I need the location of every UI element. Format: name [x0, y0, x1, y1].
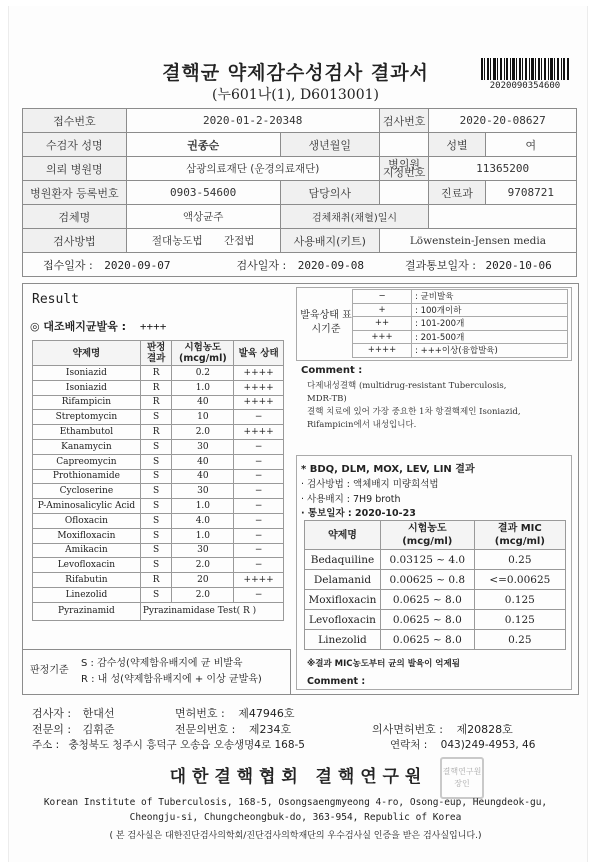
official-seal [440, 757, 484, 799]
drug-concentration: 30 [172, 484, 234, 499]
seal-text: 결핵연구원장인 [442, 767, 482, 788]
institute-address-1: Korean Institute of Tuberculosis, 168-5, Osongsaengmyeong 4-ro, Osong-eup, Heungdeok-gu, [43, 797, 548, 808]
pza-drug: Pyrazinamid [33, 602, 141, 620]
drug-concentration: 40 [172, 454, 234, 469]
drug-growth: ++++ [234, 380, 284, 395]
mic-value: 0.125 [474, 590, 565, 610]
phone: 043)249-4953, 46 [440, 739, 536, 751]
patient-info-table [22, 108, 577, 277]
drug-name: Cycloserine [33, 484, 141, 499]
drug-row [33, 528, 284, 543]
bdq-note: ※결과 MIC농도부터 균의 발육이 억제됨 [307, 659, 460, 669]
mic-row [305, 590, 566, 610]
drug-name: Moxifloxacin [33, 528, 141, 543]
drug-result: R [140, 366, 172, 381]
drug-concentration: 30 [172, 439, 234, 454]
recv-date: 2020-09-07 [104, 258, 171, 272]
hospital-code: 11365200 [429, 157, 577, 181]
hospital-name: 삼광의료재단 (운경의료재단) [126, 157, 379, 181]
drug-name: Isoniazid [33, 380, 141, 395]
method-value: 절대농도법 [151, 235, 203, 247]
legend-symbol: ++++ [353, 344, 412, 358]
drug-growth: − [234, 499, 284, 514]
drug-row [33, 395, 284, 410]
drug-name: Capreomycin [33, 454, 141, 469]
patient-name: 권종순 [126, 133, 280, 157]
row-hospital [23, 157, 577, 181]
mic-value: 0.125 [474, 610, 565, 630]
dob-label: 생년월일 [280, 133, 379, 157]
drug-susceptibility-table [32, 340, 284, 621]
criteria-label: 판정기준 [30, 665, 69, 676]
specimen: 액상균주 [126, 205, 280, 229]
drug-growth: ++++ [234, 366, 284, 381]
legend-description: : 201-500개 [412, 330, 568, 344]
patient-label: 수검자 성명 [23, 133, 127, 157]
test-no: 2020-20-08627 [429, 109, 577, 133]
doc-license-label: 의사면허번호 : [372, 723, 443, 736]
drug-row [33, 484, 284, 499]
comment-body [307, 380, 521, 432]
method [126, 229, 280, 253]
drug-growth: − [234, 439, 284, 454]
dept-label: 진료과 [429, 181, 485, 205]
pza-row [33, 602, 284, 620]
license-label: 면허번호 : [175, 707, 225, 720]
drug-row [33, 469, 284, 484]
drug-result: R [140, 380, 172, 395]
drug-result: R [140, 425, 172, 440]
collect [429, 205, 577, 229]
drug-concentration: 40 [172, 469, 234, 484]
reg-no: 0903-54600 [126, 181, 280, 205]
hospital-code-label: 병의원 지정번호 [379, 157, 429, 181]
drug-name: Streptomycin [33, 410, 141, 425]
comment-line-4: Rifampicin에서 내성입니다. [307, 420, 417, 430]
receipt-no: 2020-01-2-20348 [126, 109, 379, 133]
dates-cell [23, 253, 577, 277]
drug-result: S [140, 469, 172, 484]
drug-name: Linezolid [33, 587, 141, 602]
drug-growth: − [234, 543, 284, 558]
test-date-label: 검사일자 : [236, 258, 287, 272]
mic-row [305, 550, 566, 570]
drug-table-header [33, 341, 284, 366]
drug-concentration: 1.0 [172, 528, 234, 543]
license-no: 제47946호 [238, 707, 295, 720]
mic-col-range: 시험농도 (mcg/ml) [380, 521, 474, 550]
row-specimen [23, 205, 577, 229]
drug-row [33, 499, 284, 514]
growth-value: ++++ [139, 320, 167, 333]
drug-result: S [140, 513, 172, 528]
drug-name: Isoniazid [33, 366, 141, 381]
drug-concentration: 2.0 [172, 558, 234, 573]
comment-line-2: MDR-TB) [307, 394, 347, 404]
test-date: 2020-09-08 [297, 258, 364, 272]
mic-value: <=0.00625 [474, 570, 565, 590]
legend-row [353, 344, 568, 358]
drug-concentration: 20 [172, 573, 234, 588]
legend-row [353, 290, 568, 304]
drug-result: R [140, 573, 172, 588]
tester-name: 한대선 [82, 707, 115, 720]
drug-result: S [140, 528, 172, 543]
doctor [379, 181, 429, 205]
drug-growth: − [234, 410, 284, 425]
bdq-medium: · 사용배지 : 7H9 broth [301, 494, 401, 505]
address-label: 주소 : [32, 739, 60, 751]
legend-table [352, 289, 568, 358]
legend-description: : +++이상(융합발육) [412, 344, 568, 358]
legend-label: 발육상태 표시기준 [300, 310, 352, 335]
specimen-label: 검체명 [23, 205, 127, 229]
bdq-comment-label: Comment : [307, 676, 366, 687]
bdq-title: * BDQ, DLM, MOX, LEV, LIN 결과 [301, 464, 475, 475]
row-patient [23, 133, 577, 157]
drug-name: Levofloxacin [33, 558, 141, 573]
mic-range: 0.0625 ~ 8.0 [380, 630, 474, 650]
row-dates [23, 253, 577, 277]
drug-concentration: 40 [172, 395, 234, 410]
license-line [175, 705, 294, 721]
drug-result: S [140, 558, 172, 573]
mic-value: 0.25 [474, 630, 565, 650]
certification-note: ( 본 검사실은 대한진단검사의학회/진단검사의학재단의 우수검사실 인증을 받은 검사실입니다.) [109, 831, 482, 841]
row-method [23, 229, 577, 253]
legend-row [353, 303, 568, 317]
recv-date-label: 접수일자 : [43, 258, 93, 272]
drug-name: P-Aminosalicylic Acid [33, 499, 141, 514]
mic-col-drug: 약제명 [305, 521, 381, 550]
barcode [481, 58, 569, 80]
drug-row [33, 410, 284, 425]
criteria-r: R : 내 성(약제함유배지에 + 이상 균발육) [81, 674, 262, 685]
drug-name: Rifampicin [33, 395, 141, 410]
drug-concentration: 2.0 [172, 425, 234, 440]
specialist-line [32, 721, 114, 737]
doc-license: 제20828호 [456, 723, 513, 736]
mic-range: 0.00625 ~ 0.8 [380, 570, 474, 590]
drug-growth: ++++ [234, 573, 284, 588]
mic-table [304, 520, 566, 650]
drug-row [33, 454, 284, 469]
sex-label: 성별 [429, 133, 485, 157]
dept: 9708721 [485, 181, 576, 205]
tester-line [32, 705, 114, 721]
drug-result: S [140, 499, 172, 514]
reg-no-label: 병원환자 등록번호 [23, 181, 127, 205]
drug-growth: − [234, 513, 284, 528]
hospital-label: 의뢰 병원명 [23, 157, 127, 181]
drug-name: Prothionamide [33, 469, 141, 484]
drug-concentration: 4.0 [172, 513, 234, 528]
drug-result: R [140, 395, 172, 410]
spec-no-label: 전문의번호 : [175, 723, 236, 736]
drug-concentration: 30 [172, 543, 234, 558]
drug-concentration: 10 [172, 410, 234, 425]
drug-row [33, 425, 284, 440]
specialist-name: 김휘준 [82, 723, 115, 736]
comment-line-3: 결핵 치료에 있어 가장 중요한 1차 항결핵제인 Isoniazid, [307, 407, 521, 417]
drug-row [33, 439, 284, 454]
report-date-label: 결과통보일자 : [405, 258, 476, 272]
doc-license-line [372, 721, 513, 737]
spec-no: 제234호 [248, 723, 292, 736]
mic-row [305, 630, 566, 650]
col-growth: 발육 상태 [234, 341, 284, 366]
phone-line [390, 737, 535, 752]
drug-result: S [140, 439, 172, 454]
drug-row [33, 573, 284, 588]
drug-name: Kanamycin [33, 439, 141, 454]
specialist-label: 전문의 : [32, 723, 72, 736]
drug-result: S [140, 454, 172, 469]
col-concentration: 시험농도 (mcg/ml) [172, 341, 234, 366]
mic-drug: Delamanid [305, 570, 381, 590]
receipt-no-label: 접수번호 [23, 109, 127, 133]
mic-row [305, 570, 566, 590]
mic-drug: Moxifloxacin [305, 590, 381, 610]
institute-name: 대 한 결 핵 협 회 결 핵 연 구 원 [169, 767, 422, 787]
legend-symbol: +++ [353, 330, 412, 344]
drug-name: Ethambutol [33, 425, 141, 440]
pza-result: Pyrazinamidase Test( R ) [140, 602, 283, 620]
col-result: 판정 결과 [140, 341, 172, 366]
legend-row [353, 317, 568, 331]
spec-no-line [175, 721, 291, 737]
drug-result: S [140, 587, 172, 602]
drug-result: S [140, 543, 172, 558]
report-subtitle: (누601나(1), D6013001) [211, 87, 379, 103]
drug-concentration: 1.0 [172, 380, 234, 395]
legend-row [353, 330, 568, 344]
drug-growth: − [234, 558, 284, 573]
mic-range: 0.0625 ~ 8.0 [380, 590, 474, 610]
medium-label: 사용배지(키트) [280, 229, 379, 253]
drug-concentration: 0.2 [172, 366, 234, 381]
row-registration [23, 181, 577, 205]
address-line [32, 737, 305, 752]
criteria-s: S : 감수성(약제함유배지에 균 비발육 [81, 658, 243, 669]
drug-row [33, 558, 284, 573]
drug-row [33, 366, 284, 381]
bdq-report: · 통보일자 : 2020-10-23 [301, 508, 416, 519]
comment-line-1: 다제내성결핵 (multidrug-resistant Tuberculosis, [307, 381, 507, 391]
bdq-method: · 검사방법 : 액체배지 미량희석법 [301, 479, 439, 490]
mic-drug: Bedaquiline [305, 550, 381, 570]
medium: Löwenstein-Jensen media [379, 229, 576, 253]
drug-concentration: 2.0 [172, 587, 234, 602]
dob [379, 133, 429, 157]
barcode-number: 2020090354600 [489, 81, 561, 91]
test-no-label: 검사번호 [379, 109, 429, 133]
institute-address-2: Cheongju-si, Chungcheongbuk-do, 363-954, Republic of Korea [129, 812, 462, 823]
mic-drug: Levofloxacin [305, 610, 381, 630]
legend-description: : 101-200개 [412, 317, 568, 331]
growth-control [30, 318, 166, 334]
drug-growth: ++++ [234, 425, 284, 440]
method-label: 검사방법 [23, 229, 127, 253]
drug-growth: − [234, 454, 284, 469]
phone-label: 연락처 : [390, 739, 428, 751]
comment-label: Comment : [301, 365, 363, 376]
legend-symbol: − [353, 290, 412, 304]
address: 충청북도 청주시 흥덕구 오송읍 오송생명4로 168-5 [68, 739, 305, 751]
drug-concentration: 1.0 [172, 499, 234, 514]
drug-result: S [140, 484, 172, 499]
drug-growth: − [234, 587, 284, 602]
row-numbers [23, 109, 577, 133]
legend-symbol: ++ [353, 317, 412, 331]
mic-range: 0.03125 ~ 4.0 [380, 550, 474, 570]
legend-description: : 균비발육 [412, 290, 568, 304]
doctor-label: 담당의사 [280, 181, 379, 205]
drug-growth: − [234, 469, 284, 484]
mic-drug: Linezolid [305, 630, 381, 650]
collect-label: 검체채취(채혈)일시 [280, 205, 429, 229]
drug-growth: ++++ [234, 395, 284, 410]
legend-symbol: + [353, 303, 412, 317]
sex: 여 [485, 133, 576, 157]
growth-label: ◎ 대조배지균발육 : [30, 320, 127, 333]
mic-value: 0.25 [474, 550, 565, 570]
drug-row [33, 513, 284, 528]
mic-col-mic: 결과 MIC (mcg/ml) [474, 521, 565, 550]
drug-row [33, 543, 284, 558]
drug-row [33, 380, 284, 395]
drug-growth: − [234, 528, 284, 543]
mic-row [305, 610, 566, 630]
method-value-2: 간접법 [223, 235, 255, 247]
mic-range: 0.0625 ~ 8.0 [380, 610, 474, 630]
mic-table-header [305, 521, 566, 550]
legend-description: : 100개이하 [412, 303, 568, 317]
drug-name: Rifabutin [33, 573, 141, 588]
drug-row [33, 587, 284, 602]
drug-name: Ofloxacin [33, 513, 141, 528]
drug-growth: − [234, 484, 284, 499]
drug-name: Amikacin [33, 543, 141, 558]
report-title: 결핵균 약제감수성검사 결과서 [162, 62, 429, 84]
tester-label: 검사자 : [32, 707, 72, 720]
report-date: 2020-10-06 [485, 258, 552, 272]
drug-result: S [140, 410, 172, 425]
col-drug: 약제명 [33, 341, 141, 366]
result-heading: Result [32, 292, 79, 307]
